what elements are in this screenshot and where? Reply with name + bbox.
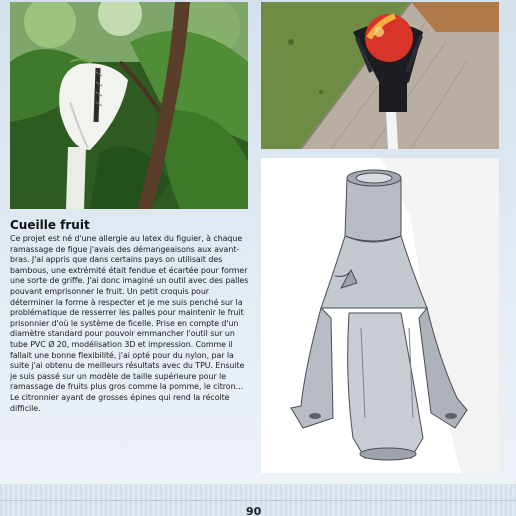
apple-picker-photo xyxy=(261,2,499,149)
article-body: Ce projet est né d'une allergie au latex du figuier, à chaque ramassage de figue j'avais des démangeaisons aux avant-bras. J'ai appris que dans certains pays on utilisait des bambous, une extrémité était fendue et écartée pour former une sorte de griffe. J'ai donc imaginé un outil avec des palles pouvant emprisonner le fruit. Un petit croquis pour déterminer la forme à respecter et je me suis penché sur la problématique de resserrer les palles pour maintenir le fruit prisonnier d'où le système de ficelle. Prise en compte d'un diamètre standard pour pouvoir emmancher l'outil sur un tube PVC Ø 20, modélisation 3D et impression. Comme il fallait une bonne flexibilité, j'ai opté pour du nylon, par la suite j'ai obtenu de meilleurs résultats avec du TPU. Ensuite je suis passé sur un modèle de taille supérieure pour le ramassage de fruits plus gros comme la pomme, le citron… Le citronnier ayant de grosses épines qui rend la récolte difficile. xyxy=(10,234,249,413)
footer-divider xyxy=(0,500,516,501)
cad-model-render xyxy=(261,158,499,473)
page-number: 90 xyxy=(246,505,262,516)
article-title: Cueille fruit xyxy=(10,218,90,232)
fig-picker-photo xyxy=(10,2,248,209)
article xyxy=(10,218,250,414)
